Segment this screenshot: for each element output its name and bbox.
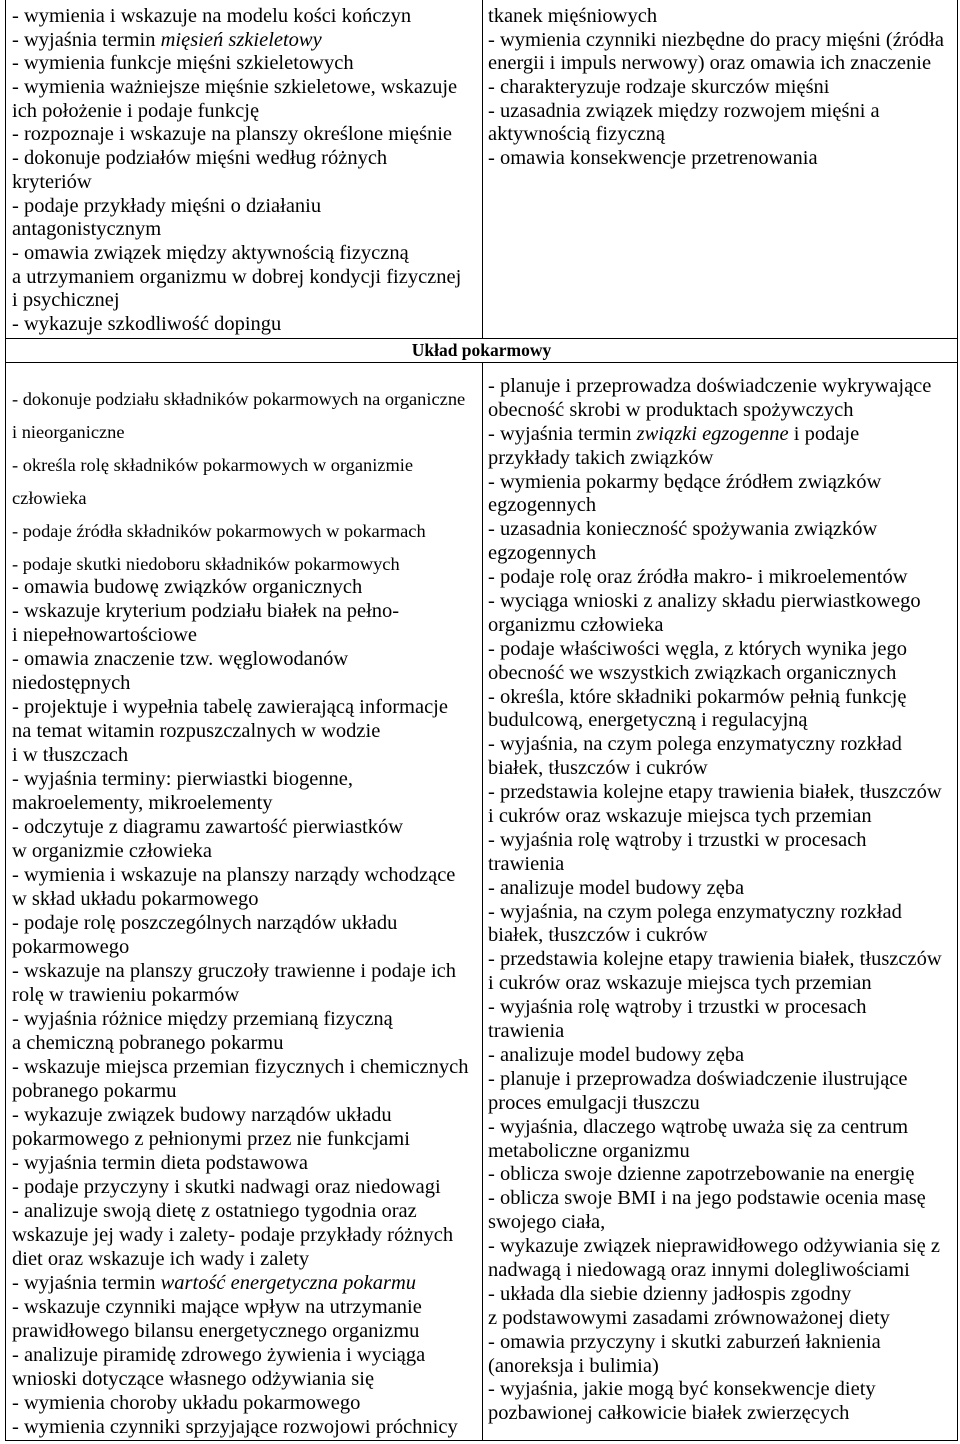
text-line: - wymienia czynniki sprzyjające rozwojowi próchnicy — [12, 1416, 458, 1438]
text-line: - wymienia funkcje mięśni szkieletowych — [12, 52, 354, 75]
column-divider-bottom — [482, 362, 483, 1441]
text-line: egzogennych — [488, 542, 597, 565]
text-line: swojego ciała, — [488, 1211, 606, 1234]
text-line: pokarmowego z pełnionymi przez nie funkcjami — [12, 1128, 410, 1150]
row-divider-heading — [5, 362, 958, 363]
table-cell-muscles-basic — [12, 5, 480, 337]
text-line: - uzasadnia związek między rozwojem mięśni a — [488, 99, 880, 122]
text-line: - podaje rolę poszczególnych narządów układu — [12, 912, 398, 934]
text-line: rolę w trawieniu pokarmów — [12, 984, 240, 1006]
text-line: - wyjaśnia, na czym polega enzymatyczny rozkład — [488, 733, 902, 756]
text-line: - wyjaśnia różnice między przemianą fizyczną — [12, 1008, 393, 1030]
text-line: - planuje i przeprowadza doświadczenie ilustrujące — [488, 1067, 908, 1090]
text-line: pobranego pokarmu — [12, 1080, 177, 1102]
text-line: - charakteryzuje rodzaje skurczów mięśni — [488, 76, 830, 99]
text-line: - dokonuje podziałów mięśni według różnych — [12, 147, 388, 170]
text-line: - wyjaśnia termin dieta podstawowa — [12, 1152, 309, 1174]
text-line: wnioski dotyczące własnego odżywiania się — [12, 1368, 375, 1390]
text-line: - omawia konsekwencje przetrenowania — [488, 147, 818, 170]
text-line: - rozpoznaje i wskazuje na planszy określone mięśnie — [12, 123, 453, 146]
text-line: przykłady takich związków — [488, 446, 714, 469]
text-line: - przedstawia kolejne etapy trawienia białek, tłuszczów — [488, 948, 942, 971]
text-line: - uzasadnia konieczność spożywania związków — [488, 518, 878, 541]
text-line: - wykazuje szkodliwość dopingu — [12, 312, 282, 335]
text-line: - wskazuje czynniki mające wpływ na utrzymanie — [12, 1296, 422, 1318]
text-line: - wykazuje związek budowy narządów układu — [12, 1104, 392, 1126]
table-border-bottom — [5, 1440, 958, 1441]
text-line — [488, 423, 956, 447]
text-line: - analizuje model budowy zęba — [488, 876, 745, 899]
text-line: organizmu człowieka — [488, 613, 664, 636]
table-border-right — [957, 0, 958, 1441]
table-border-left — [5, 0, 6, 1441]
text-line: niedostępnych — [12, 672, 131, 694]
text-line: i niepełnowartościowe — [12, 624, 198, 646]
text-line: - wymienia i wskazuje na planszy narządy wchodzące — [12, 864, 456, 886]
text-line: - podaje źródła składników pokarmowych w pokarmach — [12, 521, 426, 541]
text-line: antagonistycznym — [12, 218, 162, 241]
table-cell-digestive-basic-intro — [12, 383, 480, 581]
text-line: i w tłuszczach — [12, 744, 129, 766]
text-line: obecność we wszystkich związkach organicznych — [488, 661, 897, 684]
text-line: białek, tłuszczów i cukrów — [488, 757, 708, 780]
text-line: i cukrów oraz wskazuje miejsca tych przemian — [488, 972, 872, 995]
text-line: - wymienia choroby układu pokarmowego — [12, 1392, 361, 1414]
text-line: kryteriów — [12, 170, 92, 193]
text-line: metaboliczne organizmu — [488, 1139, 690, 1162]
text-line: - wskazuje miejsca przemian fizycznych i chemicznych — [12, 1056, 469, 1078]
table-cell-digestive-basic — [12, 575, 480, 1439]
text-line: aktywnością fizyczną — [488, 123, 666, 146]
text-line: a utrzymaniem organizmu w dobrej kondycji fizycznej — [12, 265, 462, 288]
text-line: - wyjaśnia, dlaczego wątrobę uważa się za centrum — [488, 1115, 909, 1138]
text-segment: - wyjaśnia termin — [12, 1272, 161, 1294]
text-line: - wskazuje na planszy gruczoły trawienne i podaje ich — [12, 960, 456, 982]
text-line: - oblicza swoje dzienne zapotrzebowanie na energię — [488, 1163, 915, 1186]
text-line: diet oraz wskazuje ich wady i zalety — [12, 1248, 310, 1270]
text-line: - określa, które składniki pokarmów pełnią funkcję — [488, 685, 907, 708]
text-line: - wykazuje związek nieprawidłowego odżywiania się z — [488, 1235, 940, 1258]
text-line: - podaje przyczyny i skutki nadwagi oraz niedowagi — [12, 1176, 441, 1198]
text-line: - wyjaśnia, na czym polega enzymatyczny rozkład — [488, 900, 902, 923]
text-line: egzogennych — [488, 494, 597, 517]
text-line: - planuje i przeprowadza doświadczenie wykrywające — [488, 375, 932, 397]
text-line: makroelementy, mikroelementy — [12, 792, 273, 814]
text-line: i psychicznej — [12, 289, 120, 312]
text-line: i nieorganiczne — [12, 422, 125, 442]
text-segment: - wyjaśnia termin — [12, 28, 161, 51]
text-line: na temat witamin rozpuszczalnych w wodzie — [12, 720, 381, 742]
italic-term: wartość energetyczna pokarmu — [160, 1272, 417, 1294]
text-line: obecność skrobi w produktach spożywczych — [488, 398, 854, 421]
text-line: (anoreksja i bulimia) — [488, 1354, 659, 1377]
text-line: - wymienia i wskazuje na modelu kości kończyn — [12, 5, 412, 27]
section-heading: Układ pokarmowy — [411, 340, 552, 360]
text-line: - omawia znaczenie tzw. węglowodanów — [12, 648, 349, 670]
text-line: - odczytuje z diagramu zawartość pierwiastków — [12, 816, 404, 838]
text-line: - wyjaśnia rolę wątroby i trzustki w procesach — [488, 828, 867, 851]
text-segment: - wyjaśnia termin — [488, 422, 637, 445]
text-line: - wyciąga wnioski z analizy składu pierwiastkowego — [488, 590, 921, 613]
table-cell-muscles-extended — [488, 5, 956, 171]
text-line: - przedstawia kolejne etapy trawienia białek, tłuszczów — [488, 781, 942, 804]
text-line: ich położenie i podaje funkcję — [12, 99, 260, 122]
text-line: - oblicza swoje BMI i na jego podstawie ocenia masę — [488, 1187, 926, 1210]
text-line: pokarmowego — [12, 936, 130, 958]
text-line: budulcową, energetyczną i regulacyjną — [488, 709, 808, 732]
text-line: - analizuje piramidę zdrowego żywienia i wyciąga — [12, 1344, 426, 1366]
column-divider-top — [482, 0, 483, 338]
text-line: trawienia — [488, 1020, 565, 1043]
text-line: - określa rolę składników pokarmowych w organizmie — [12, 455, 414, 475]
text-line: - omawia związek między aktywnością fizyczną — [12, 241, 409, 264]
italic-term: związki egzogenne — [636, 422, 789, 445]
table-cell-digestive-extended — [488, 375, 956, 1426]
text-line: - wskazuje kryterium podziału białek na pełno- — [12, 600, 400, 622]
text-line: - podaje przykłady mięśni o działaniu — [12, 194, 322, 217]
text-line: - omawia przyczyny i skutki zaburzeń łaknienia — [488, 1330, 881, 1353]
text-line — [12, 29, 480, 53]
text-line: - podaje skutki niedoboru składników pokarmowych — [12, 554, 400, 574]
text-line: - układa dla siebie dzienny jadłospis zgodny — [488, 1282, 852, 1305]
text-line: proces emulgacji tłuszczu — [488, 1091, 700, 1114]
text-line: - projektuje i wypełnia tabelę zawierającą informacje — [12, 696, 448, 718]
text-line: - dokonuje podziału składników pokarmowych na organiczne — [12, 389, 466, 409]
text-line: tkanek mięśniowych — [488, 5, 658, 27]
text-line: - wyjaśnia rolę wątroby i trzustki w procesach — [488, 996, 867, 1019]
text-line: człowieka — [12, 488, 87, 508]
text-line: - podaje rolę oraz źródła makro- i mikroelementów — [488, 566, 908, 589]
text-line: - wyjaśnia, jakie mogą być konsekwencje diety — [488, 1378, 876, 1401]
text-line: wskazuje jej wady i zalety- podaje przykłady różnych — [12, 1224, 454, 1246]
text-line: - analizuje swoją dietę z ostatniego tygodnia oraz — [12, 1200, 417, 1222]
text-line: pozbawionej całkowicie białek zwierzęcych — [488, 1402, 850, 1425]
text-line: - wymienia pokarmy będące źródłem związków — [488, 470, 882, 493]
text-line: - omawia budowę związków organicznych — [12, 576, 363, 598]
text-line: trawienia — [488, 852, 565, 875]
text-line: nadwagą i niedowagą oraz innymi dolegliwościami — [488, 1258, 910, 1281]
text-line: z podstawowymi zasadami zrównoważonej diety — [488, 1306, 890, 1329]
text-line: w organizmie człowieka — [12, 840, 212, 862]
text-line: energii i impuls nerwowy) oraz omawia ich znaczenie — [488, 52, 932, 75]
text-line: i cukrów oraz wskazuje miejsca tych przemian — [488, 805, 872, 828]
italic-term: mięsień szkieletowy — [160, 28, 322, 51]
text-line: - wyjaśnia terminy: pierwiastki biogenne, — [12, 768, 354, 790]
text-segment: i podaje — [788, 422, 860, 445]
text-line: - wymienia czynniki niezbędne do pracy mięśni (źródła — [488, 28, 944, 51]
text-line: - podaje właściwości węgla, z których wynika jego — [488, 637, 907, 660]
text-line: a chemiczną pobranego pokarmu — [12, 1032, 284, 1054]
text-line: w skład układu pokarmowego — [12, 888, 259, 910]
text-line: - analizuje model budowy zęba — [488, 1043, 745, 1066]
text-line: - wymienia ważniejsze mięśnie szkieletowe, wskazuje — [12, 76, 458, 99]
text-line: prawidłowego bilansu energetycznego organizmu — [12, 1320, 420, 1342]
text-line: białek, tłuszczów i cukrów — [488, 924, 708, 947]
text-line — [12, 1271, 480, 1295]
